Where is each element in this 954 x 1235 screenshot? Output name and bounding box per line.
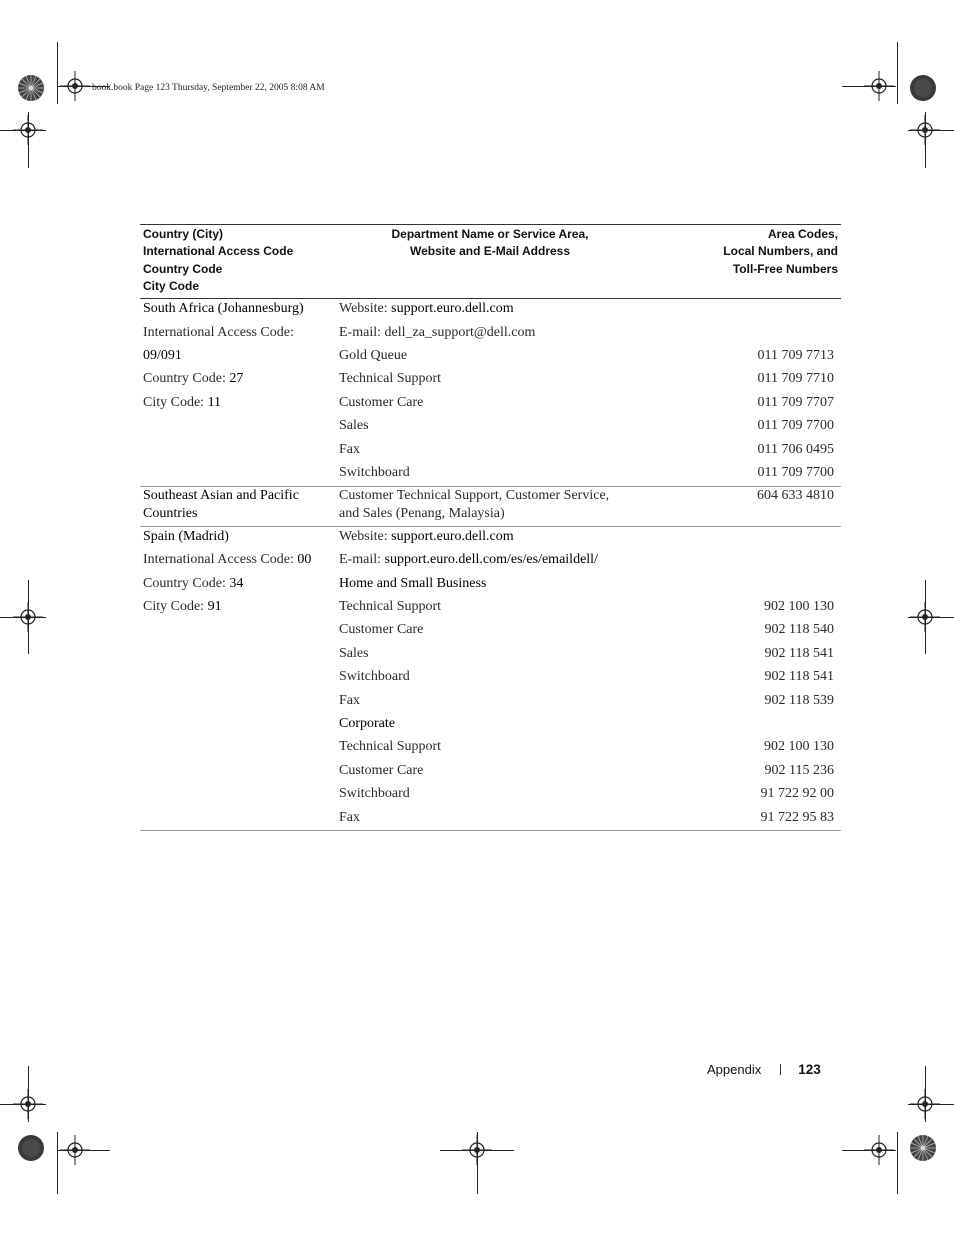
service-name: Customer Care xyxy=(339,622,424,637)
phone-number: 902 100 130 xyxy=(764,739,834,754)
phone-number: 011 709 7710 xyxy=(757,371,834,386)
service-name: Technical Support xyxy=(339,599,442,614)
registration-mark-icon xyxy=(910,602,940,632)
registration-mark-icon xyxy=(910,1089,940,1119)
phone-number: 011 706 0495 xyxy=(757,442,834,457)
phone-number: 011 709 7700 xyxy=(757,465,834,480)
service-name: Customer Technical Support, Customer Service, xyxy=(339,488,610,503)
country-city: Countries xyxy=(143,506,198,521)
website: Website: support.euro.dell.com xyxy=(339,529,514,544)
country-city: Southeast Asian and Pacific xyxy=(143,488,299,503)
print-header: book.book Page 123 Thursday, September 22, 2005 8:08 AM xyxy=(92,83,325,93)
section-heading: Corporate xyxy=(339,716,395,731)
registration-mark-icon xyxy=(60,1135,90,1165)
registration-mark-icon xyxy=(910,115,940,145)
gray-patch-icon xyxy=(17,1134,45,1162)
page-footer xyxy=(707,1062,821,1077)
email: E-mail: support.euro.dell.com/es/es/emaildell/ xyxy=(339,552,598,567)
phone-number: 011 709 7707 xyxy=(757,395,834,410)
country-city: Spain (Madrid) xyxy=(143,529,229,544)
service-name: Sales xyxy=(339,418,369,433)
gray-patch-icon xyxy=(909,74,937,102)
star-target-icon xyxy=(17,74,45,102)
star-target-icon xyxy=(909,1134,937,1162)
footer-separator xyxy=(780,1064,781,1075)
email: E-mail: dell_za_support@dell.com xyxy=(339,325,536,340)
service-name: Technical Support xyxy=(339,371,442,386)
phone-number: 604 633 4810 xyxy=(757,488,834,503)
service-name: Fax xyxy=(339,693,360,708)
phone-number: 902 118 541 xyxy=(764,646,834,661)
service-name: Switchboard xyxy=(339,669,410,684)
header-bottom-rule xyxy=(140,298,841,299)
phone-number: 902 118 539 xyxy=(764,693,834,708)
service-name: Customer Care xyxy=(339,395,424,410)
iac-label: International Access Code: 00 xyxy=(143,552,312,567)
registration-mark-icon xyxy=(60,71,90,101)
table-top-rule xyxy=(140,224,841,225)
header-col-department: Department Name or Service Area, Website and E-Mail Address xyxy=(391,227,589,259)
footer-section-label: Appendix xyxy=(707,1062,762,1077)
country-code: Country Code: 27 xyxy=(143,371,244,386)
iac-label: International Access Code: xyxy=(143,325,294,340)
iac-value: 09/091 xyxy=(143,348,182,363)
phone-number: 902 118 540 xyxy=(764,622,834,637)
service-name: Customer Care xyxy=(339,763,424,778)
phone-number: 011 709 7713 xyxy=(757,348,834,363)
country-code: Country Code: 34 xyxy=(143,576,244,591)
service-name: Fax xyxy=(339,442,360,457)
service-name: Technical Support xyxy=(339,739,442,754)
service-name: Fax xyxy=(339,810,360,825)
phone-number: 902 118 541 xyxy=(764,669,834,684)
header-col-country: Country (City) International Access Code Country Code City Code xyxy=(143,227,294,293)
table-bottom-rule xyxy=(140,830,841,831)
phone-number: 902 115 236 xyxy=(764,763,834,778)
phone-number: 902 100 130 xyxy=(764,599,834,614)
service-name: and Sales (Penang, Malaysia) xyxy=(339,506,505,521)
phone-number: 91 722 92 00 xyxy=(760,786,834,801)
city-code: City Code: 91 xyxy=(143,599,222,614)
country-city: South Africa (Johannesburg) xyxy=(143,301,304,316)
registration-mark-icon xyxy=(864,1135,894,1165)
service-name: Gold Queue xyxy=(339,348,408,363)
service-name: Switchboard xyxy=(339,786,410,801)
registration-mark-icon xyxy=(13,1089,43,1119)
registration-mark-icon xyxy=(462,1135,492,1165)
city-code: City Code: 11 xyxy=(143,395,222,410)
phone-number: 011 709 7700 xyxy=(757,418,834,433)
registration-mark-icon xyxy=(864,71,894,101)
header-col-numbers: Area Codes, Local Numbers, and Toll-Free Numbers xyxy=(723,227,838,276)
page-number: 123 xyxy=(798,1062,821,1077)
service-name: Switchboard xyxy=(339,465,410,480)
section-heading: Home and Small Business xyxy=(339,576,487,591)
website: Website: support.euro.dell.com xyxy=(339,301,514,316)
service-name: Sales xyxy=(339,646,369,661)
phone-number: 91 722 95 83 xyxy=(760,810,834,825)
registration-mark-icon xyxy=(13,115,43,145)
registration-mark-icon xyxy=(13,602,43,632)
row-divider xyxy=(140,526,841,527)
